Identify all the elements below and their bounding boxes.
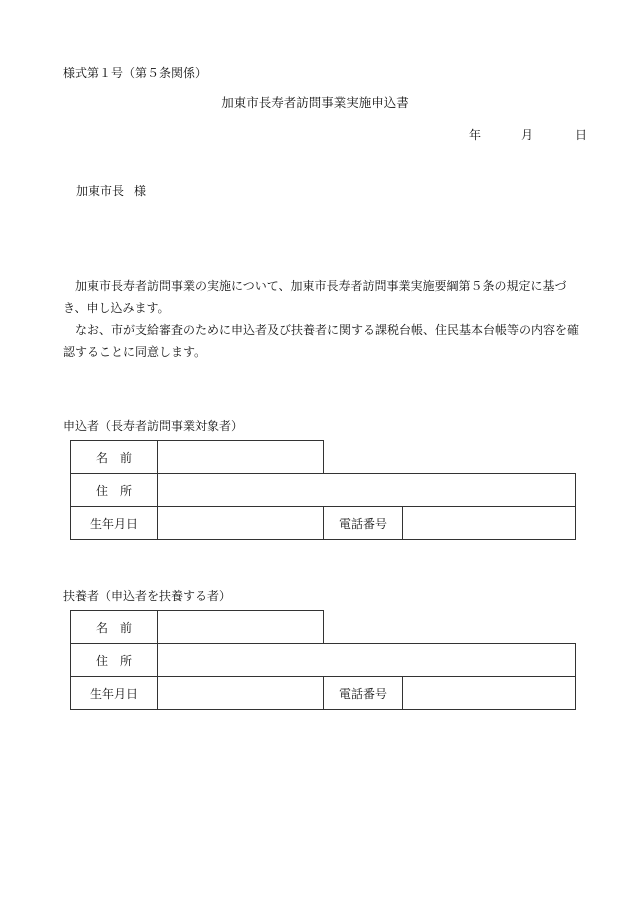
- date-month-label: 月: [521, 128, 534, 142]
- supporter-section-label: 扶養者（申込者を扶養する者）: [63, 589, 232, 603]
- applicant-address-row: [71, 474, 576, 507]
- date-day-label: 日: [575, 128, 588, 142]
- supporter-name-field[interactable]: [158, 611, 324, 644]
- supporter-address-label: 住 所: [71, 644, 158, 677]
- blank-cell: [324, 611, 576, 644]
- date-year-label: 年: [469, 128, 482, 142]
- addressee-name: 加東市長: [76, 184, 125, 198]
- supporter-table: [70, 610, 576, 710]
- applicant-address-field[interactable]: [158, 474, 576, 507]
- applicant-birthdate-field[interactable]: [158, 507, 324, 540]
- supporter-birthdate-field[interactable]: [158, 677, 324, 710]
- consent-paragraph-1: 加東市長寿者訪問事業の実施について、加東市長寿者訪問事業実施要綱第５条の規定に基づき、申し込みます。: [63, 279, 567, 315]
- date-line: [469, 126, 587, 143]
- applicant-table: [70, 440, 576, 540]
- consent-paragraph-2: なお、市が支給審査のために申込者及び扶養者に関する課税台帳、住民基本台帳等の内容を確認することに同意します。: [63, 323, 580, 359]
- form-number: 様式第１号（第５条関係）: [63, 66, 208, 80]
- applicant-section-label: 申込者（長寿者訪問事業対象者）: [63, 419, 244, 433]
- document-title: 加東市長寿者訪問事業実施申込書: [221, 95, 409, 110]
- supporter-name-row: [71, 611, 576, 644]
- supporter-phone-label: 電話番号: [324, 677, 403, 710]
- applicant-phone-field[interactable]: [403, 507, 576, 540]
- addressee: [76, 182, 146, 199]
- blank-cell: [324, 441, 576, 474]
- applicant-name-row: [71, 441, 576, 474]
- addressee-honorific: 様: [134, 184, 147, 198]
- applicant-name-field[interactable]: [158, 441, 324, 474]
- supporter-birth-phone-row: [71, 677, 576, 710]
- supporter-name-label: 名 前: [71, 611, 158, 644]
- applicant-phone-label: 電話番号: [324, 507, 403, 540]
- applicant-birthdate-label: 生年月日: [71, 507, 158, 540]
- supporter-birthdate-label: 生年月日: [71, 677, 158, 710]
- supporter-address-field[interactable]: [158, 644, 576, 677]
- supporter-phone-field[interactable]: [403, 677, 576, 710]
- applicant-address-label: 住 所: [71, 474, 158, 507]
- supporter-address-row: [71, 644, 576, 677]
- applicant-name-label: 名 前: [71, 441, 158, 474]
- applicant-birth-phone-row: [71, 507, 576, 540]
